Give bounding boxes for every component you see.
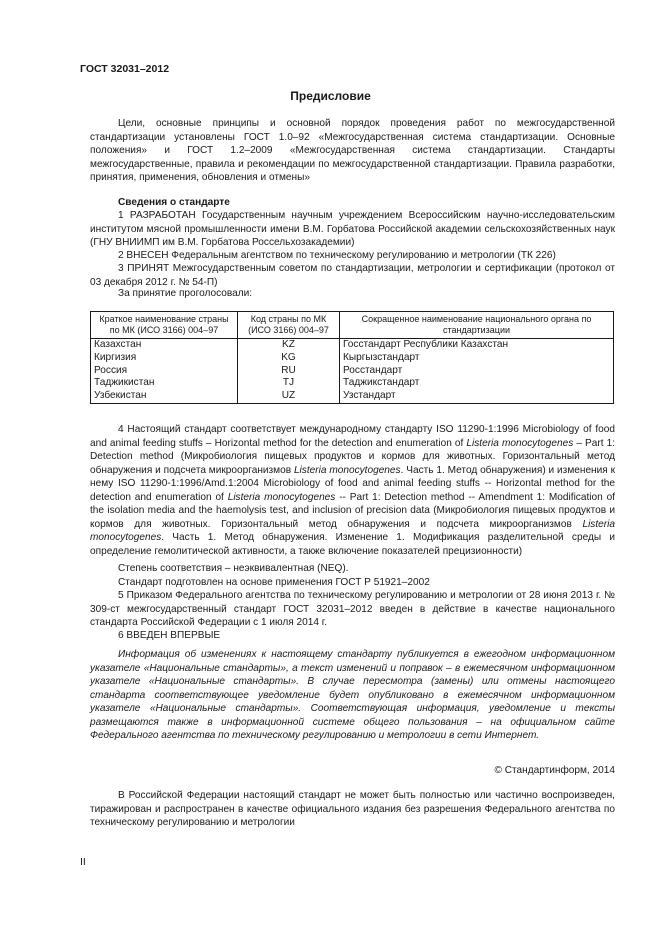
copyright-line: © Стандартинформ, 2014 <box>494 765 615 776</box>
item-4-text: -- Part 1: Detection method -- Amendment 1: Modification of the isolation media and the haemolysis test, and inclusion of precision data (Микробиология пищевых продуктов и кормов для животных. Горизонтальный метод обнаружения и подсчета микроорганизмов <box>90 491 616 530</box>
item-4-text: – Part 1: Detection method (Микробиология пищевых продуктов и кормов для животных. Горизонтальный метод обнаружения и подсчета микроорганизмов <box>90 437 615 476</box>
notice-paragraph: Информация об изменениях к настоящему стандарту публикуется в ежегодном информационном указателе «Национальные стандарты», а текст изменений и поправок – в ежемесячном информационном указателе «Национальные стандарты». В случае пересмотра (замены) или отмены настоящего стандарта соответствующее уведомление будет опубликовано в ежемесячном информационном указателе «Национальные стандарты». Соответствующая информация, уведомление и тексты размещаются также в информационной системе общего пользования – на официальном сайте Федерального агентства по техническому регулированию и метрологии в сети Интернет. <box>90 649 615 741</box>
item-4-species: Listeria monocytogenes <box>466 437 574 449</box>
cell-body: Росстандарт <box>340 365 614 378</box>
item-4-text: . Часть 1. Метод обнаружения. Изменение 1. Модификация разделительной среды и определение гемолитической активности, а также включение показателей прецизионности) <box>90 532 615 557</box>
prepared-line: Стандарт подготовлен на основе применения ГОСТ Р 51921–2002 <box>118 577 430 588</box>
column-header-body: Сокращенное наименование национального органа по стандартизации <box>340 312 614 339</box>
page-number: II <box>80 856 86 868</box>
cell-country: Узбекистан <box>91 390 238 403</box>
cell-code: KG <box>238 352 340 365</box>
table-row <box>91 339 614 352</box>
voted-label: За принятие проголосовали: <box>118 288 253 299</box>
cell-code: RU <box>238 365 340 378</box>
cell-code: TJ <box>238 377 340 390</box>
item-4-text: . Часть 1. Метод обнаружения) и изменения к нему ISO 11290-1:1996/Amd.1:2004 Microbiology of food and animal feeding stuffs -- Horizontal method for the detection and enumeration of <box>90 464 615 503</box>
item-4-species: Listeria monocytogenes <box>227 491 336 503</box>
info-item-1: 1 РАЗРАБОТАН Государственным научным учреждением Всероссийским научно-исследовательским институтом мясной промышленности имени В.М. Горбатова Российской академии сельскохозяйственных наук (ГНУ ВНИИМП им В.М. Горбатова Россельхозакадемии) <box>90 210 615 248</box>
cell-code: UZ <box>238 390 340 403</box>
column-header-country: Краткое наименование страны по МК (ИСО 3166) 004–97 <box>91 312 238 339</box>
item-5-paragraph: 5 Приказом Федерального агентства по техническому регулированию и метрологии от 28 июня 2013 г. № 309-ст межгосударственный стандарт ГОСТ 32031–2012 введен в действие в качестве национального стандарта Российской Федерации с 1 июля 2014 г. <box>90 590 615 628</box>
page-title: Предисловие <box>290 89 371 103</box>
item-4-species: Listeria monocytogenes <box>293 464 401 476</box>
table-row <box>91 352 614 365</box>
table-header-row <box>91 312 614 339</box>
column-header-code: Код страны по МК (ИСО 3166) 004–97 <box>238 312 340 339</box>
table-row <box>91 377 614 390</box>
cell-country: Таджикистан <box>91 377 238 390</box>
cell-code: KZ <box>238 339 340 352</box>
table-row <box>91 390 614 403</box>
cell-body: Кыргызстандарт <box>340 352 614 365</box>
cell-country: Киргизия <box>91 352 238 365</box>
cell-country: Казахстан <box>91 339 238 352</box>
degree-line: Степень соответствия – неэквивалентная (NEQ). <box>118 563 349 574</box>
cell-body: Узстандарт <box>340 390 614 403</box>
cell-body: Госстандарт Республики Казахстан <box>340 339 614 352</box>
item-6-line: 6 ВВЕДЕН ВПЕРВЫЕ <box>118 630 221 641</box>
item-4-species: Listeria monocytogenes <box>90 518 615 543</box>
item-4-paragraph <box>90 423 615 558</box>
rights-paragraph: В Российской Федерации настоящий стандарт не может быть полностью или частично воспроизведен, тиражирован и распространен в качестве официального издания без разрешения Федерального агентства по техническому регулированию и метрологии <box>90 790 615 828</box>
info-item-3: 3 ПРИНЯТ Межгосударственным советом по стандартизации, метрологии и сертификации (протокол от 03 декабря 2012 г. № 54-П) <box>90 263 615 288</box>
cell-body: Таджикстандарт <box>340 377 614 390</box>
cell-country: Россия <box>91 365 238 378</box>
intro-paragraph: Цели, основные принципы и основной порядок проведения работ по межгосударственной стандартизации установлены ГОСТ 1.0–92 «Межгосударственная система стандартизации. Основные положения» и ГОСТ 1.2–2009 «Межгосударственная система стандартизации. Стандарты межгосударственные, правила и рекомендации по межгосударственной стандартизации. Правила разработки, принятия, применения, обновления и отмены» <box>90 118 615 183</box>
table-row <box>91 365 614 378</box>
document-code-header: ГОСТ 32031–2012 <box>80 63 170 75</box>
info-item-2: 2 ВНЕСЕН Федеральным агентством по техническому регулированию и метрологии (ТК 226) <box>118 250 556 261</box>
info-heading: Сведения о стандарте <box>118 197 230 208</box>
member-states-table <box>90 311 614 404</box>
item-4-text: 4 Настоящий стандарт соответствует международному стандарту ISO 11290-1:1996 Microbiology of food and animal feeding stuffs – Horizontal method for the detection and enumeration of <box>90 424 615 449</box>
